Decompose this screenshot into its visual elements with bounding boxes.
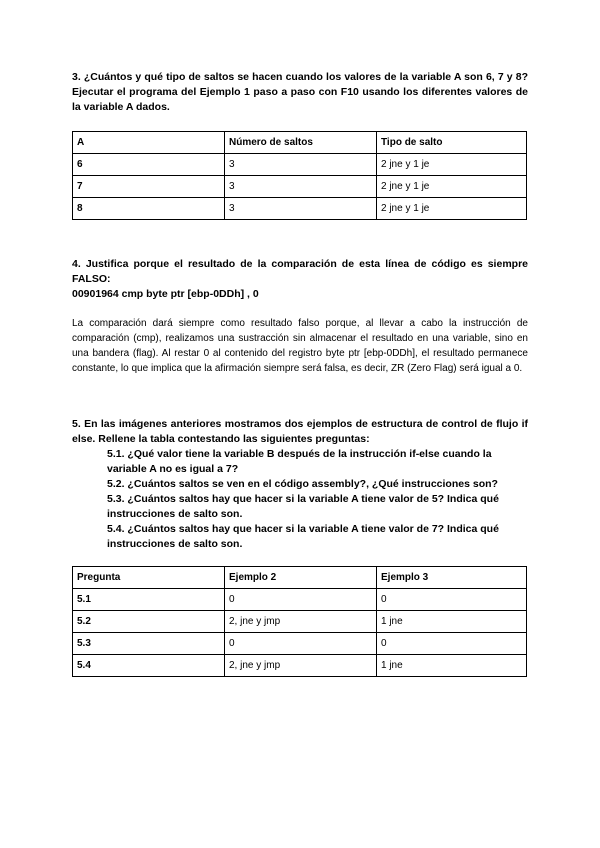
table-cell: 6 bbox=[73, 154, 225, 176]
question-4-answer: La comparación dará siempre como resultado falso porque, al llevar a cabo la instrucción de comparación (cmp), realizamos una sustracción sin almacenar el resultado en una variable, sino en una bandera (flag). Al restar 0 al contenido del registro byte ptr [ebp-0DDh], el resultado permanece constante, lo que implica que la afirmación siempre será falsa, es decir, ZR (Zero Flag) será igual a 0. bbox=[72, 318, 528, 374]
header-cell: Ejemplo 3 bbox=[377, 567, 527, 589]
header-cell: Ejemplo 2 bbox=[225, 567, 377, 589]
table-row bbox=[73, 198, 527, 220]
table-row bbox=[73, 655, 527, 677]
table-cell: 2, jne y jmp bbox=[225, 611, 377, 633]
question-3-text: 3. ¿Cuántos y qué tipo de saltos se hacen cuando los valores de la variable A son 6, 7 y 8? Ejecutar el programa del Ejemplo 1 paso a paso con F10 usando los diferentes valores de la variable A dados. bbox=[72, 71, 528, 113]
table-cell: 5.3 bbox=[73, 633, 225, 655]
table-cell: 1 jne bbox=[377, 611, 527, 633]
table-cell: 2 jne y 1 je bbox=[377, 176, 527, 198]
table-cell: 7 bbox=[73, 176, 225, 198]
table-cell: 0 bbox=[225, 633, 377, 655]
table-cell: 0 bbox=[225, 589, 377, 611]
table-header-row bbox=[73, 132, 527, 154]
question-4-text: 4. Justifica porque el resultado de la comparación de esta línea de código es siempre FALSO: bbox=[72, 258, 528, 285]
table-cell: 3 bbox=[225, 154, 377, 176]
table-cell: 5.4 bbox=[73, 655, 225, 677]
table-cell: 1 jne bbox=[377, 655, 527, 677]
header-cell: Pregunta bbox=[73, 567, 225, 589]
table-cell: 5.2 bbox=[73, 611, 225, 633]
sub-question-5-3: 5.3. ¿Cuántos saltos hay que hacer si la variable A tiene valor de 5? Indica qué instrucciones de salto son. bbox=[107, 493, 499, 520]
sub-question-5-1: 5.1. ¿Qué valor tiene la variable B después de la instrucción if-else cuando la variable A no es igual a 7? bbox=[107, 448, 492, 475]
table-cell: 5.1 bbox=[73, 589, 225, 611]
table-cell: 2, jne y jmp bbox=[225, 655, 377, 677]
table-cell: 2 jne y 1 je bbox=[377, 198, 527, 220]
question-5-text: 5. En las imágenes anteriores mostramos dos ejemplos de estructura de control de flujo if else. Rellene la tabla contestando las siguientes preguntas: bbox=[72, 418, 528, 445]
header-cell: Tipo de salto bbox=[377, 132, 527, 154]
table-cell: 0 bbox=[377, 589, 527, 611]
header-cell: Número de saltos bbox=[225, 132, 377, 154]
code-line: 00901964 cmp byte ptr [ebp-0DDh] , 0 bbox=[72, 288, 259, 300]
table-row bbox=[73, 589, 527, 611]
answers-table bbox=[72, 566, 527, 677]
table-row bbox=[73, 176, 527, 198]
table-cell: 3 bbox=[225, 198, 377, 220]
table-header-row bbox=[73, 567, 527, 589]
table-row bbox=[73, 611, 527, 633]
table-cell: 8 bbox=[73, 198, 225, 220]
table-cell: 0 bbox=[377, 633, 527, 655]
table-cell: 3 bbox=[225, 176, 377, 198]
sub-question-5-2: 5.2. ¿Cuántos saltos se ven en el código assembly?, ¿Qué instrucciones son? bbox=[107, 478, 498, 490]
jumps-table bbox=[72, 131, 527, 220]
table-row bbox=[73, 633, 527, 655]
sub-question-5-4: 5.4. ¿Cuántos saltos hay que hacer si la variable A tiene valor de 7? Indica qué instrucciones de salto son. bbox=[107, 523, 499, 550]
table-row bbox=[73, 154, 527, 176]
table-cell: 2 jne y 1 je bbox=[377, 154, 527, 176]
header-cell: A bbox=[73, 132, 225, 154]
